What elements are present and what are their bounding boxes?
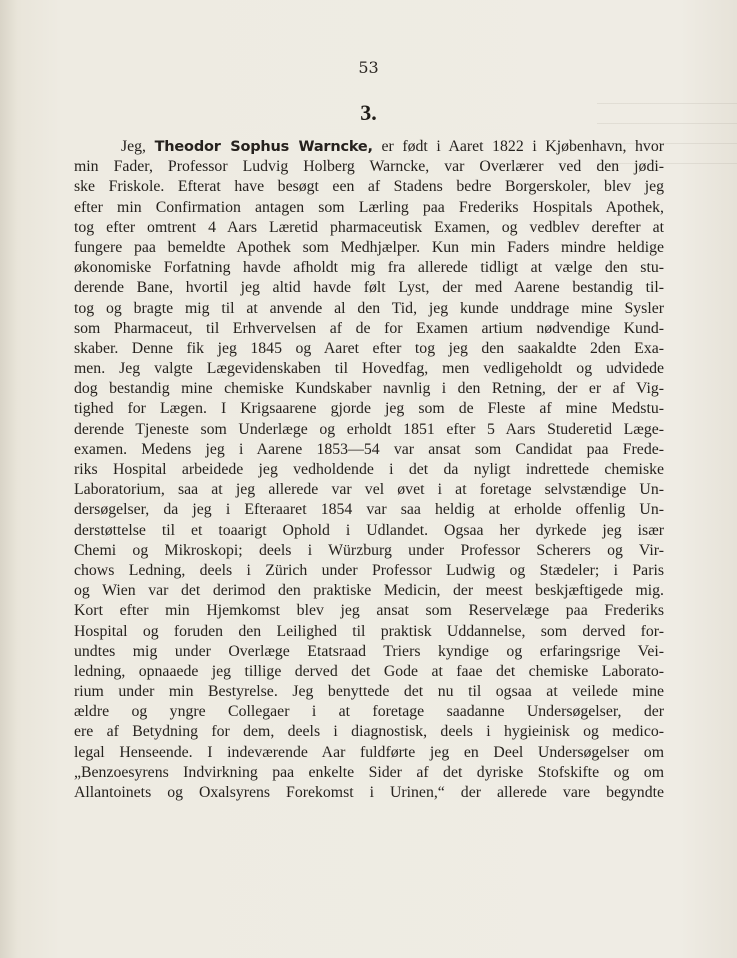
text-line: derstøttelse til et toaarigt Ophold i Udlandet. Ogsaa her dyrkede jeg især <box>74 521 664 539</box>
text-line: Hospital og foruden den Leilighed til praktisk Uddannelse, som derved for- <box>74 622 664 640</box>
text-line: tighed for Lægen. I Krigsaarene gjorde jeg som de Fleste af mine Medstu- <box>74 400 664 418</box>
text-line: tog efter omtrent 4 Aars Læretid pharmaceutisk Examen, og vedblev derefter at <box>74 218 664 236</box>
section-number: 3. <box>360 100 377 125</box>
text-line: derende Bane, hvortil jeg altid havde følt Lyst, der med Aarene bestandig til- <box>74 279 664 297</box>
text-line: rium under min Bestyrelse. Jeg benyttede det nu til ogsaa at veilede mine <box>74 683 664 701</box>
page-number: 53 <box>358 58 379 77</box>
text-line: ældre og yngre Collegaer i at foretage saadanne Undersøgelser, der <box>74 703 664 721</box>
text-line: Laboratorium, saa at jeg allerede var vel øvet i at foretage selvstændige Un- <box>74 481 664 499</box>
text-line: ledning, opnaaede jeg tillige derved det Gode at faae det chemiske Laborato- <box>74 662 664 680</box>
text-line: men. Jeg valgte Lægevidenskaben til Hovedfag, men vedligeholdt og udvidede <box>74 360 664 378</box>
person-name: Theodor Sophus Warncke, <box>154 139 373 155</box>
text-line: ere af Betydning for dem, deels i diagnostisk, deels i hygieinisk og medico- <box>74 723 664 741</box>
text-line: „Benzoesyrens Indvirkning paa enkelte Sider af det dyriske Stofskifte og om <box>74 763 664 781</box>
text-line: skaber. Denne fik jeg 1845 og Aaret efter tog jeg den saakaldte 2den Exa- <box>74 339 664 357</box>
text-line: derende Tjeneste som Underlæge og erholdt 1851 efter 5 Aars Studeretid Læge- <box>74 420 664 438</box>
body-paragraph <box>74 137 664 803</box>
text-line: økonomiske Forfatning havde afholdt mig fra allerede tidligt at vælge den stu- <box>74 259 664 277</box>
text-line: Chemi og Mikroskopi; deels i Würzburg under Professor Scherers og Vir- <box>74 541 664 559</box>
text-line: ske Friskole. Efterat have besøgt een af Stadens bedre Borgerskoler, blev jeg <box>74 178 664 196</box>
text-line: efter min Confirmation antagen som Lærling paa Frederiks Hospitals Apothek, <box>74 198 664 216</box>
text-line: undtes mig under Overlæge Etatsraad Triers kyndige og erfaringsrige Vei- <box>74 642 664 660</box>
text-line: min Fader, Professor Ludvig Holberg Warncke, var Overlærer ved den jødi- <box>74 158 664 176</box>
text-line: som Pharmaceut, til Erhvervelsen af de for Examen artium nødvendige Kund- <box>74 319 664 337</box>
text-line: riks Hospital arbeidede jeg vedholdende i det da nyligt indrettede chemiske <box>74 461 664 478</box>
text-line: tog og bragte mig til at anvende al den Tid, jeg kunde unddrage mine Sysler <box>74 299 664 317</box>
text-line: fungere paa bemeldte Apothek som Medhjælper. Kun min Faders mindre heldige <box>74 238 664 256</box>
text-line: Allantoinets og Oxalsyrens Forekomst i Urinen,“ der allerede vare begyndte <box>74 784 664 801</box>
text-line: Kort efter min Hjemkomst blev jeg ansat som Reservelæge paa Frederiks <box>74 602 664 620</box>
text-line: dersøgelser, da jeg i Efteraaret 1854 var saa heldig at erholde offenlig Un- <box>74 501 664 519</box>
text-line: legal Henseende. I indeværende Aar fuldførte jeg en Deel Undersøgelser om <box>74 743 664 761</box>
text-line: og Wien var det derimod den praktiske Medicin, der meest beskjæftigede mig. <box>74 582 664 600</box>
text-line: examen. Medens jeg i Aarene 1853—54 var ansat som Candidat paa Frede- <box>74 440 664 458</box>
text-line: dog bestandig mine chemiske Kundskaber navnlig i den Retning, der er af Vig- <box>74 380 664 398</box>
text-segment: Jeg, <box>121 138 147 155</box>
text-segment: er født i Aaret 1822 i Kjøbenhavn, hvor <box>381 138 664 155</box>
text-line: chows Ledning, deels i Zürich under Professor Ludwig og Stædeler; i Paris <box>74 561 664 579</box>
text-line <box>74 137 664 157</box>
